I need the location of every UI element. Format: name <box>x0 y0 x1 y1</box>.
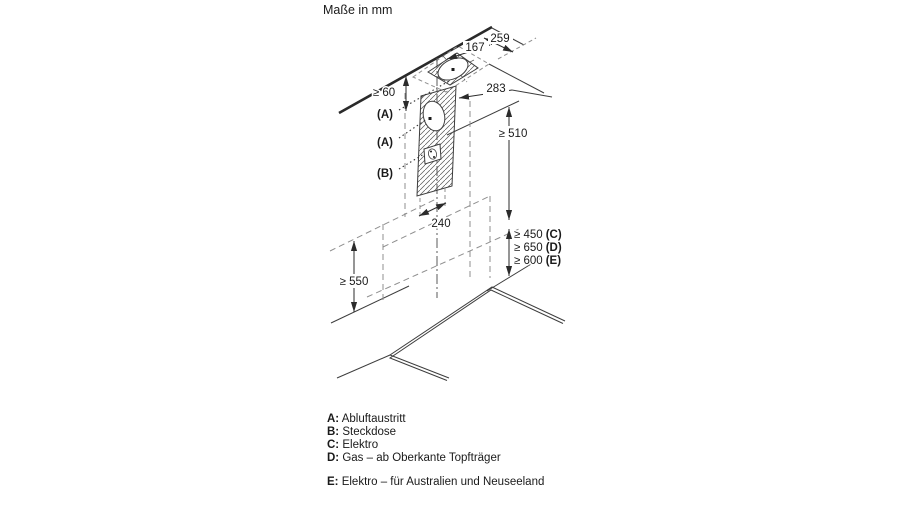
page-title: Maße in mm <box>323 3 393 17</box>
dim-550: ≥ 550 <box>339 276 369 288</box>
legend-item-E <box>327 476 544 488</box>
callout-B-socket: (B) <box>377 168 393 180</box>
legend-item-A <box>327 413 406 425</box>
legend-key: D: <box>327 452 340 464</box>
legend-item-B <box>327 426 396 438</box>
legend-text: Steckdose <box>342 426 397 438</box>
legend-text: Elektro <box>342 439 379 451</box>
dim-60: ≥ 60 <box>372 87 396 99</box>
callout-A-top: (A) <box>377 109 393 121</box>
callout-A-rear: (A) <box>377 137 393 149</box>
legend-key: A: <box>327 413 340 425</box>
legend-item-C <box>327 439 378 451</box>
dim-450-C: ≥ 450 (C) <box>514 229 562 241</box>
legend-key: B: <box>327 426 340 438</box>
legend-text: Gas – ab Oberkante Topfträger <box>342 452 501 464</box>
legend-key: E: <box>327 476 339 488</box>
dim-600-E: ≥ 600 (E) <box>514 255 562 267</box>
legend-text: Abluftaustritt <box>341 413 406 425</box>
dim-283: 283 <box>486 83 506 95</box>
dim-650-D: ≥ 650 (D) <box>514 242 562 254</box>
dim-167: 167 <box>465 42 485 54</box>
dim-259: 259 <box>490 33 510 45</box>
dim-510: ≥ 510 <box>498 128 528 140</box>
legend-text: Elektro – für Australien und Neuseeland <box>341 476 545 488</box>
legend-item-D <box>327 452 501 464</box>
dim-240: 240 <box>431 218 451 230</box>
legend-key: C: <box>327 439 340 451</box>
cooktop-counter <box>390 287 565 381</box>
